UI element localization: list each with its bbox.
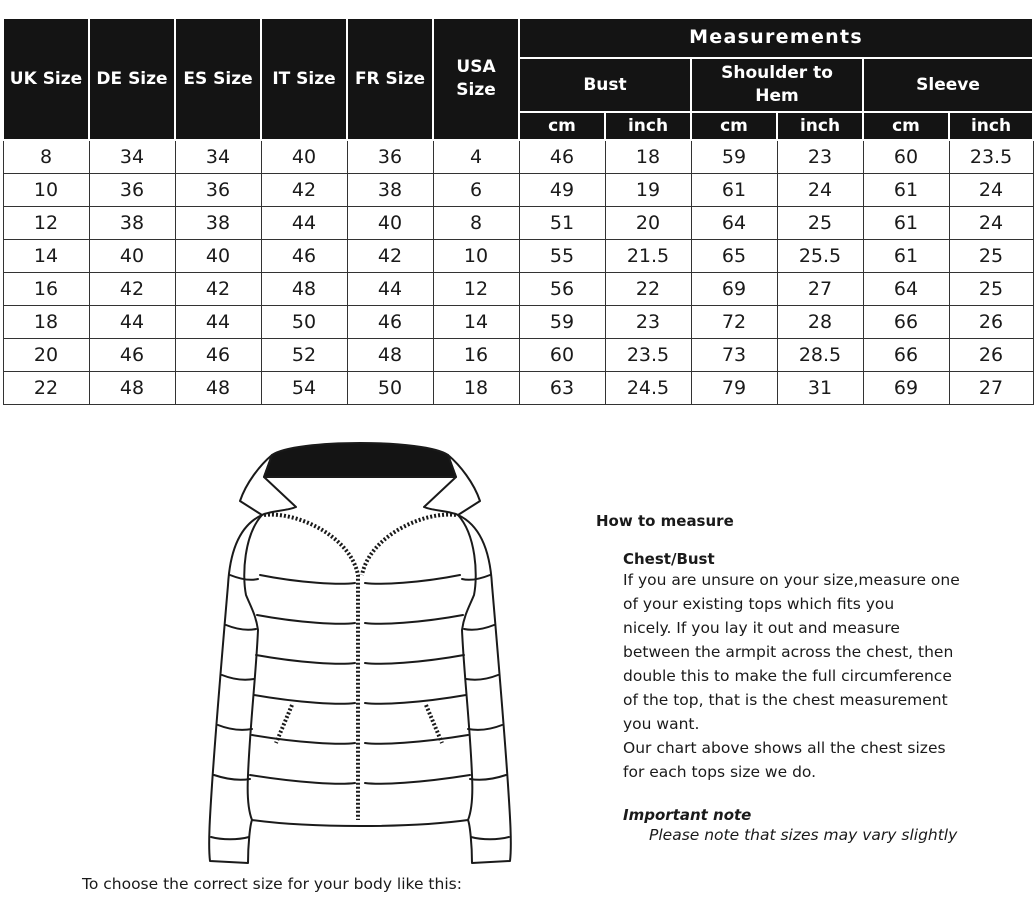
table-cell: 19 (605, 174, 691, 207)
header-de-size: DE Size (89, 18, 175, 140)
table-cell: 61 (863, 240, 949, 273)
table-cell: 8 (433, 207, 519, 240)
size-chart-table (2, 17, 1034, 405)
table-cell: 48 (261, 273, 347, 306)
table-cell: 23.5 (605, 339, 691, 372)
table-cell: 12 (3, 207, 89, 240)
table-cell: 22 (3, 372, 89, 405)
important-note-text: Please note that sizes may vary slightly (649, 826, 958, 844)
header-measurements: Measurements (519, 18, 1033, 58)
header-unit: cm (863, 112, 949, 140)
table-cell: 27 (777, 273, 863, 306)
table-row (3, 372, 1033, 405)
table-cell: 44 (89, 306, 175, 339)
table-cell: 20 (3, 339, 89, 372)
table-cell: 79 (691, 372, 777, 405)
table-cell: 40 (89, 240, 175, 273)
table-cell: 50 (261, 306, 347, 339)
choose-size-text: To choose the correct size for your body like this: (82, 875, 462, 893)
table-row (3, 339, 1033, 372)
table-row (3, 306, 1033, 339)
table-cell: 18 (3, 306, 89, 339)
header-unit: cm (691, 112, 777, 140)
jacket-zipper (264, 515, 456, 820)
table-cell: 22 (605, 273, 691, 306)
table-cell: 55 (519, 240, 605, 273)
table-cell: 73 (691, 339, 777, 372)
table-cell: 8 (3, 140, 89, 174)
table-cell: 23.5 (949, 140, 1033, 174)
table-cell: 16 (433, 339, 519, 372)
table-cell: 48 (89, 372, 175, 405)
table-cell: 46 (347, 306, 433, 339)
table-cell: 25.5 (777, 240, 863, 273)
table-cell: 44 (261, 207, 347, 240)
table-cell: 10 (3, 174, 89, 207)
table-cell: 23 (777, 140, 863, 174)
how-to-measure-title: How to measure (596, 512, 734, 530)
table-cell: 6 (433, 174, 519, 207)
table-cell: 69 (691, 273, 777, 306)
table-cell: 42 (347, 240, 433, 273)
table-cell: 27 (949, 372, 1033, 405)
table-cell: 40 (347, 207, 433, 240)
table-cell: 52 (261, 339, 347, 372)
table-cell: 46 (89, 339, 175, 372)
table-cell: 26 (949, 306, 1033, 339)
table-cell: 14 (433, 306, 519, 339)
table-cell: 64 (691, 207, 777, 240)
chest-bust-title: Chest/Bust (623, 550, 715, 568)
table-cell: 36 (347, 140, 433, 174)
table-cell: 59 (519, 306, 605, 339)
table-cell: 69 (863, 372, 949, 405)
table-cell: 66 (863, 339, 949, 372)
table-cell: 24 (949, 174, 1033, 207)
table-cell: 44 (175, 306, 261, 339)
table-cell: 40 (175, 240, 261, 273)
table-cell: 26 (949, 339, 1033, 372)
table-cell: 20 (605, 207, 691, 240)
table-cell: 50 (347, 372, 433, 405)
table-cell: 24 (949, 207, 1033, 240)
table-row (3, 207, 1033, 240)
table-cell: 65 (691, 240, 777, 273)
table-cell: 61 (863, 207, 949, 240)
jacket-illustration (200, 425, 530, 870)
table-cell: 42 (175, 273, 261, 306)
header-es-size: ES Size (175, 18, 261, 140)
table-cell: 23 (605, 306, 691, 339)
table-cell: 31 (777, 372, 863, 405)
table-cell: 16 (3, 273, 89, 306)
table-cell: 49 (519, 174, 605, 207)
table-cell: 60 (519, 339, 605, 372)
table-cell: 18 (433, 372, 519, 405)
table-cell: 38 (347, 174, 433, 207)
header-unit: inch (949, 112, 1033, 140)
table-row (3, 273, 1033, 306)
table-cell: 61 (691, 174, 777, 207)
table-cell: 24.5 (605, 372, 691, 405)
header-unit: cm (519, 112, 605, 140)
table-cell: 42 (89, 273, 175, 306)
table-cell: 25 (777, 207, 863, 240)
table-cell: 36 (175, 174, 261, 207)
table-cell: 63 (519, 372, 605, 405)
table-cell: 10 (433, 240, 519, 273)
table-cell: 28 (777, 306, 863, 339)
table-cell: 59 (691, 140, 777, 174)
header-fr-size: FR Size (347, 18, 433, 140)
table-cell: 48 (175, 372, 261, 405)
table-cell: 54 (261, 372, 347, 405)
header-sleeve: Sleeve (863, 58, 1033, 112)
table-cell: 40 (261, 140, 347, 174)
table-cell: 60 (863, 140, 949, 174)
table-cell: 38 (175, 207, 261, 240)
header-unit: inch (605, 112, 691, 140)
table-cell: 34 (175, 140, 261, 174)
table-row (3, 240, 1033, 273)
important-note-title: Important note (623, 806, 752, 824)
header-it-size: IT Size (261, 18, 347, 140)
table-cell: 64 (863, 273, 949, 306)
table-cell: 46 (519, 140, 605, 174)
table-cell: 25 (949, 240, 1033, 273)
table-cell: 48 (347, 339, 433, 372)
table-cell: 46 (175, 339, 261, 372)
table-row (3, 174, 1033, 207)
table-cell: 72 (691, 306, 777, 339)
table-cell: 61 (863, 174, 949, 207)
table-cell: 28.5 (777, 339, 863, 372)
table-cell: 34 (89, 140, 175, 174)
header-bust: Bust (519, 58, 691, 112)
table-cell: 56 (519, 273, 605, 306)
table-cell: 51 (519, 207, 605, 240)
table-row (3, 140, 1033, 174)
table-cell: 38 (89, 207, 175, 240)
header-unit: inch (777, 112, 863, 140)
table-cell: 24 (777, 174, 863, 207)
table-cell: 4 (433, 140, 519, 174)
header-shoulder-to-hem: Shoulder to Hem (691, 58, 863, 112)
table-cell: 18 (605, 140, 691, 174)
header-uk-size: UK Size (3, 18, 89, 140)
table-cell: 25 (949, 273, 1033, 306)
table-cell: 14 (3, 240, 89, 273)
table-cell: 46 (261, 240, 347, 273)
jacket-collar-back (264, 443, 456, 477)
table-cell: 12 (433, 273, 519, 306)
chest-bust-instructions: If you are unsure on your size,measure one of your existing tops which fits you nicely. If you lay it out and measure between the armpit across the chest, then double this to make the full circumference of the top, that is the chest measurement you want. Our chart above shows all the chest sizes for each tops size we do. (623, 571, 960, 781)
table-cell: 21.5 (605, 240, 691, 273)
how-to-measure-section (596, 512, 1016, 844)
table-cell: 42 (261, 174, 347, 207)
table-cell: 44 (347, 273, 433, 306)
table-cell: 66 (863, 306, 949, 339)
header-usa-size: USA Size (433, 18, 519, 140)
table-cell: 36 (89, 174, 175, 207)
